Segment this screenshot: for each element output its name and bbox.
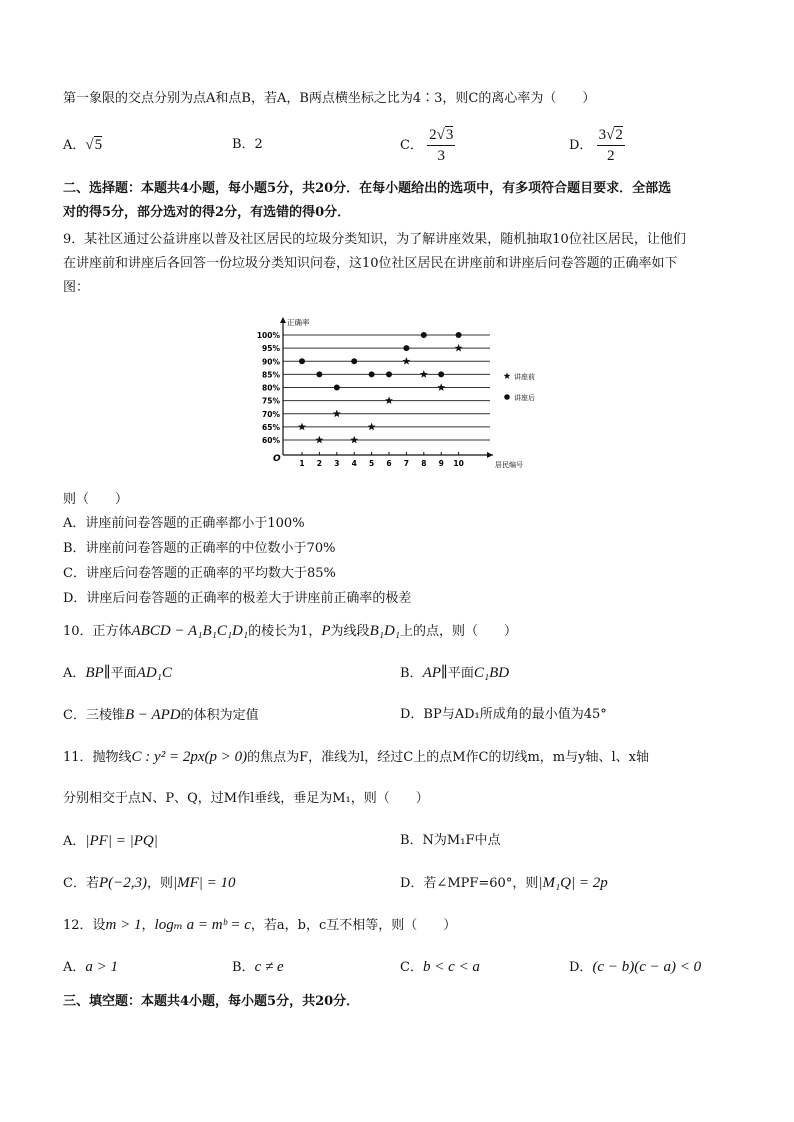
point-after xyxy=(351,358,357,364)
q9-option-c: C．讲座后问卷答题的正确率的平均数大于85% xyxy=(63,566,336,581)
x-tick-label: 9 xyxy=(438,459,444,468)
x-tick-label: 2 xyxy=(316,459,323,468)
x-tick-label: 3 xyxy=(334,459,340,468)
point-after xyxy=(456,332,462,338)
point-before xyxy=(315,436,323,444)
q8-option-b: B．2 xyxy=(232,137,263,152)
x-axis-label: 居民编号 xyxy=(495,461,523,469)
point-before xyxy=(350,436,358,444)
q11-option-a: A．|PF| = |PQ| xyxy=(63,833,158,849)
legend-label-after: 讲座后 xyxy=(514,394,535,402)
q8-option-a: A．√5 xyxy=(63,137,103,153)
x-tick-label: 6 xyxy=(386,459,392,468)
point-before xyxy=(368,423,376,431)
point-before xyxy=(333,410,341,418)
point-after xyxy=(438,371,444,377)
q10-option-d: D．BP与AD₁所成角的最小值为45° xyxy=(400,707,607,722)
y-tick-label: 85% xyxy=(262,370,280,380)
y-axis-arrow xyxy=(280,317,286,323)
q12-option-d: D．(c − b)(c − a) < 0 xyxy=(569,959,702,975)
origin-label: O xyxy=(273,454,281,464)
legend-star-icon xyxy=(504,372,511,379)
q11-option-b: B．N为M₁F中点 xyxy=(400,833,501,848)
x-tick-label: 8 xyxy=(421,459,427,468)
q8-option-c: C． $\frac{2√3}{3}$ xyxy=(400,127,454,164)
section3-heading: 三、填空题：本题共4小题，每小题5分，共20分． xyxy=(63,994,360,1009)
q9-stem-line2: 在讲座前和讲座后各回答一份垃圾分类知识问卷，这10位社区居民在讲座前和讲座后问卷答题的正确率如下 xyxy=(63,256,678,271)
point-before xyxy=(298,423,306,431)
y-tick-label: 75% xyxy=(262,396,280,406)
section2-heading: 二、选择题：本题共4小题，每小题5分，共20分．在每小题给出的选项中，有多项符合题目要求．全部选 xyxy=(63,181,672,196)
point-before xyxy=(420,370,428,378)
point-before xyxy=(402,357,410,365)
point-after xyxy=(403,345,409,351)
point-after xyxy=(316,371,322,377)
y-axis-label: 正确率 xyxy=(287,318,310,327)
y-tick-label: 60% xyxy=(262,436,280,445)
q10-option-c: C．三棱锥B − APD的体积为定值 xyxy=(63,707,259,723)
q12-option-b: B．c ≠ e xyxy=(232,959,284,975)
q9-option-b: B．讲座前问卷答题的正确率的中位数小于70% xyxy=(63,541,336,556)
legend-label-before: 讲座前 xyxy=(514,373,535,381)
q11-option-d: D．若∠MPF=60°，则|M₁Q| = 2p xyxy=(400,875,608,891)
x-axis-arrow xyxy=(487,452,493,458)
q11-stem-line2: 分别相交于点N、P、Q，过M作l垂线，垂足为M₁，则（ ） xyxy=(63,791,429,806)
x-tick-label: 1 xyxy=(299,459,305,468)
x-tick-label: 10 xyxy=(453,459,464,468)
q8-option-d: D． $\frac{3√2}{2}$ xyxy=(569,127,623,164)
q12-stem: 12．设m > 1，logₘ a = mᵇ = c，若a，b，c互不相等，则（ ） xyxy=(63,917,457,933)
point-after xyxy=(421,332,427,338)
y-tick-label: 65% xyxy=(262,422,280,432)
q9-scatter-chart xyxy=(253,315,553,475)
x-tick-label: 4 xyxy=(351,459,357,468)
y-tick-label: 100% xyxy=(256,331,280,340)
legend-dot-icon xyxy=(504,394,510,400)
q12-option-a: A．a > 1 xyxy=(63,959,119,975)
q12-option-c: C．b < c < a xyxy=(400,959,480,975)
point-after xyxy=(334,385,340,391)
x-tick-label: 5 xyxy=(368,459,375,468)
point-before xyxy=(455,344,463,352)
q8-stem: 第一象限的交点分别为点A和点B，若A，B两点横坐标之比为4∶3，则C的离心率为（ ） xyxy=(63,91,596,106)
q10-stem: 10．正方体ABCD − A₁B₁C₁D₁的棱长为1，P为线段B₁D₁上的点，则（ ） xyxy=(63,623,518,639)
q9-option-a: A．讲座前问卷答题的正确率都小于100% xyxy=(63,516,305,531)
point-after xyxy=(299,358,305,364)
x-tick-label: 7 xyxy=(403,459,410,468)
q11-stem-line1: 11．抛物线C : y² = 2px(p > 0)的焦点为F，准线为l，经过C上的点M作C的切线m，m与y轴、l、x轴 xyxy=(63,749,649,765)
y-tick-label: 95% xyxy=(262,344,280,354)
point-after xyxy=(369,371,375,377)
q11-option-c: C．若P(−2,3)，则|MF| = 10 xyxy=(63,875,236,891)
y-tick-label: 90% xyxy=(262,357,280,367)
y-tick-label: 70% xyxy=(262,409,280,419)
section2-heading-cont: 对的得5分，部分选对的得2分，有选错的得0分． xyxy=(63,205,351,220)
point-before xyxy=(385,396,393,404)
q9-option-d: D．讲座后问卷答题的正确率的极差大于讲座前正确率的极差 xyxy=(63,591,412,606)
q9-then: 则（ ） xyxy=(63,492,129,507)
point-before xyxy=(437,383,445,391)
q9-stem-line3: 图： xyxy=(63,280,90,295)
y-tick-label: 80% xyxy=(262,383,280,393)
q9-stem-line1: 9．某社区通过公益讲座以普及社区居民的垃圾分类知识，为了解讲座效果，随机抽取10位社区居民，让他们 xyxy=(63,232,686,247)
point-after xyxy=(386,371,392,377)
q10-option-b: B．AP∥平面C₁BD xyxy=(400,665,510,681)
q10-option-a: A．BP∥平面AD₁C xyxy=(63,665,172,681)
